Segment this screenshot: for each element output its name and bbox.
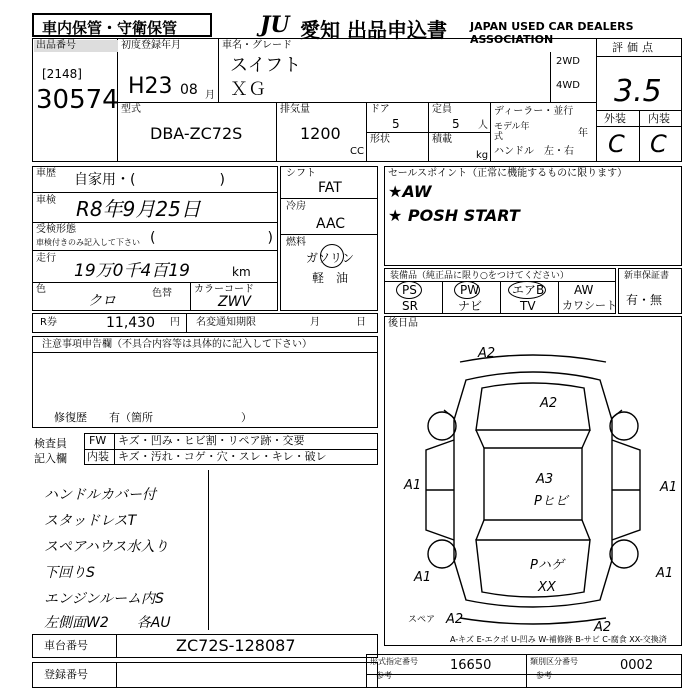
car-name: スイフト bbox=[230, 55, 302, 76]
color-code: ZWV bbox=[218, 294, 252, 310]
handle-label: ハンドル 左・右 bbox=[494, 146, 574, 157]
fw-label: FW bbox=[89, 434, 107, 447]
form-title: 愛知 出品申込書 bbox=[300, 18, 447, 42]
model-year-label: モデル年式 bbox=[494, 122, 530, 142]
history-label: 車歴 bbox=[36, 168, 56, 179]
tax-label: 名変通知期限 bbox=[196, 317, 256, 328]
diagram-mark-trunk-replaced: XX bbox=[538, 580, 556, 595]
fuel-diesel: 軽 油 bbox=[312, 271, 349, 285]
registration-label: 登録番号 bbox=[44, 668, 88, 681]
int-items: キズ・汚れ・コゲ・穴・スレ・キレ・破レ bbox=[118, 450, 327, 463]
model-value: DBA-ZC72S bbox=[150, 124, 243, 143]
designation-sub: 参考 bbox=[376, 671, 392, 680]
score-value: 3.5 bbox=[614, 74, 662, 109]
tax-day: 日 bbox=[356, 317, 366, 328]
warranty-value: 有・無 bbox=[626, 293, 663, 307]
interior-value: C bbox=[650, 130, 667, 158]
category-value: 0002 bbox=[620, 658, 654, 673]
diagram-mark-left-front: A1 bbox=[404, 478, 422, 493]
displacement-value: 1200 bbox=[300, 124, 341, 143]
diagram-mark-front-bumper: A2 bbox=[478, 346, 496, 361]
designation-label: 形式指定番号 bbox=[370, 657, 418, 666]
reception-value: ( ) bbox=[150, 230, 273, 246]
ju-logo bbox=[260, 12, 290, 38]
lot-number: 30574 bbox=[36, 85, 119, 115]
equip-seat: カワシート bbox=[562, 299, 617, 312]
diagram-mark-roof: A3 bbox=[536, 472, 554, 487]
storage-box bbox=[32, 13, 212, 37]
equip-navi: ナビ bbox=[458, 299, 483, 313]
reception-label: 受検形態 bbox=[36, 224, 76, 235]
equip-ps: PS bbox=[402, 283, 417, 297]
sales-point-2: ★ POSH START bbox=[388, 206, 520, 225]
score-label: 評価点 bbox=[612, 41, 657, 54]
diagram-mark-roof-crack: Pヒビ bbox=[534, 494, 568, 509]
equipment-label: 装備品（純正品に限り○をつけてください） bbox=[390, 271, 569, 281]
inspector-note-1: ハンドルカバー付 bbox=[44, 487, 156, 503]
first-reg-month-unit: 月 bbox=[205, 90, 215, 101]
inspector-note-3: スペアハウス水入り bbox=[44, 539, 169, 555]
car-name-label: 車名・グレード bbox=[222, 40, 292, 51]
inspector-label: 検査員記入欄 bbox=[34, 437, 67, 465]
mileage-label: 走行 bbox=[36, 253, 56, 264]
shape-label: 形状 bbox=[370, 134, 390, 145]
car-diagram bbox=[386, 330, 680, 630]
exterior-value: C bbox=[608, 130, 625, 158]
displacement-unit: CC bbox=[350, 146, 364, 157]
repair-history: 修復歴 有（箇所 ） bbox=[54, 411, 252, 424]
diagram-mark-right-rear: A1 bbox=[656, 566, 674, 581]
capacity-unit: 人 bbox=[478, 120, 488, 131]
chassis-label: 車台番号 bbox=[44, 639, 88, 652]
inspector-note-5: エンジンルーム内S bbox=[44, 591, 164, 607]
inspection-label: 車検 bbox=[36, 195, 56, 206]
int-label: 内装 bbox=[87, 450, 109, 463]
color-value: クロ bbox=[88, 293, 116, 309]
diagram-spare: スペア bbox=[408, 615, 436, 625]
drive-4wd: 4WD bbox=[556, 80, 580, 91]
equip-tv: TV bbox=[520, 299, 536, 313]
model-label: 型式 bbox=[121, 104, 141, 115]
cooling-value: AAC bbox=[316, 216, 346, 232]
shift-label: シフト bbox=[286, 168, 316, 179]
drive-2wd: 2WD bbox=[556, 56, 580, 67]
color-code-label: カラーコード bbox=[194, 284, 254, 295]
equip-sr: SR bbox=[402, 299, 418, 313]
color-change-label: 色替 bbox=[152, 288, 172, 299]
inspector-note-2: スタッドレスT bbox=[44, 513, 137, 529]
recycle-unit: 円 bbox=[170, 317, 180, 328]
lot-small: [2148] bbox=[42, 67, 82, 81]
chassis-value: ZC72S-128087 bbox=[176, 636, 296, 655]
equip-airbag-circle bbox=[508, 281, 546, 299]
association-name: JAPAN USED CAR DEALERS ASSOCIATION bbox=[470, 20, 634, 46]
designation-value: 16650 bbox=[450, 658, 492, 673]
diagram-mark-rear-right: A2 bbox=[594, 620, 612, 635]
shift-value: FAT bbox=[318, 180, 342, 196]
top-block bbox=[32, 38, 682, 162]
first-reg-month: 08 bbox=[180, 82, 198, 98]
first-reg-label: 初度登録年月 bbox=[121, 40, 181, 51]
storage-label: 車内保管・守衛保管 bbox=[42, 19, 178, 37]
ju-logo-text: JU bbox=[260, 12, 290, 38]
warranty-label: 新車保証書 bbox=[624, 271, 670, 281]
rear-label: 後日品 bbox=[388, 318, 418, 329]
equip-airbag: エアB bbox=[512, 283, 545, 297]
mileage-unit: km bbox=[232, 265, 251, 279]
car-grade: ＸＧ bbox=[230, 79, 266, 100]
equip-pw-circle bbox=[454, 281, 480, 299]
category-sub: 参考 bbox=[536, 671, 552, 680]
exterior-label: 外装 bbox=[604, 112, 626, 125]
tax-month: 月 bbox=[310, 317, 320, 328]
equip-pw: PW bbox=[460, 283, 480, 297]
diagram-mark-rear-left: A2 bbox=[446, 612, 464, 627]
cooling-label: 冷房 bbox=[286, 201, 306, 212]
equip-ps-circle bbox=[396, 281, 422, 299]
notes-label: 注意事項申告欄（不具合内容等は具体的に記入して下さい） bbox=[42, 339, 312, 350]
recycle-label: R券 bbox=[40, 317, 57, 328]
category-label: 類別区分番号 bbox=[530, 657, 578, 666]
fuel-circle bbox=[320, 244, 344, 268]
history-value: 自家用・( ) bbox=[74, 172, 225, 188]
load-unit: kg bbox=[476, 150, 489, 161]
displacement-label: 排気量 bbox=[280, 104, 310, 115]
reception-note: 車検付きのみ記入して下さい bbox=[36, 238, 140, 247]
fw-items: キズ・凹み・ヒビ割・リペア跡・交要 bbox=[118, 434, 305, 447]
mileage-value: 19万0千4百19 bbox=[74, 261, 190, 281]
recycle-amount: 11,430 bbox=[106, 315, 155, 331]
diagram-mark-right-front: A1 bbox=[660, 480, 678, 495]
doors-label: ドア bbox=[370, 104, 390, 115]
interior-label: 内装 bbox=[648, 112, 670, 125]
capacity-value: 5 bbox=[452, 117, 460, 131]
equip-aw: AW bbox=[574, 283, 594, 297]
model-year-unit: 年 bbox=[578, 128, 588, 139]
inspector-note-4: 下回りS bbox=[44, 565, 95, 581]
fuel-gasoline: ガソリン bbox=[306, 251, 355, 265]
sales-point-1: ★AW bbox=[388, 182, 432, 201]
sales-point-label: セールスポイント（正常に機能するものに限ります） bbox=[388, 168, 628, 179]
fuel-label: 燃料 bbox=[286, 237, 306, 248]
inspection-value: R8年9月25日 bbox=[76, 197, 201, 221]
color-label: 色 bbox=[36, 284, 46, 295]
doors-value: 5 bbox=[392, 117, 400, 131]
diagram-mark-trunk-peel: Pハゲ bbox=[530, 558, 564, 573]
first-reg-year: H23 bbox=[128, 74, 173, 99]
diagram-legend: A-キズ E-エクボ U-凹み W-補修跡 B-サビ C-腐食 XX-交換済 bbox=[450, 635, 667, 644]
diagram-mark-hood: A2 bbox=[540, 396, 558, 411]
diagram-mark-left-rear: A1 bbox=[414, 570, 432, 585]
inspector-note-6: 左側面W2 各AU bbox=[44, 615, 171, 631]
load-label: 積載 bbox=[432, 134, 452, 145]
capacity-label: 定員 bbox=[432, 104, 452, 115]
lot-label: 出品番号 bbox=[34, 40, 118, 52]
dealer-label: ディーラー・並行 bbox=[494, 106, 574, 117]
